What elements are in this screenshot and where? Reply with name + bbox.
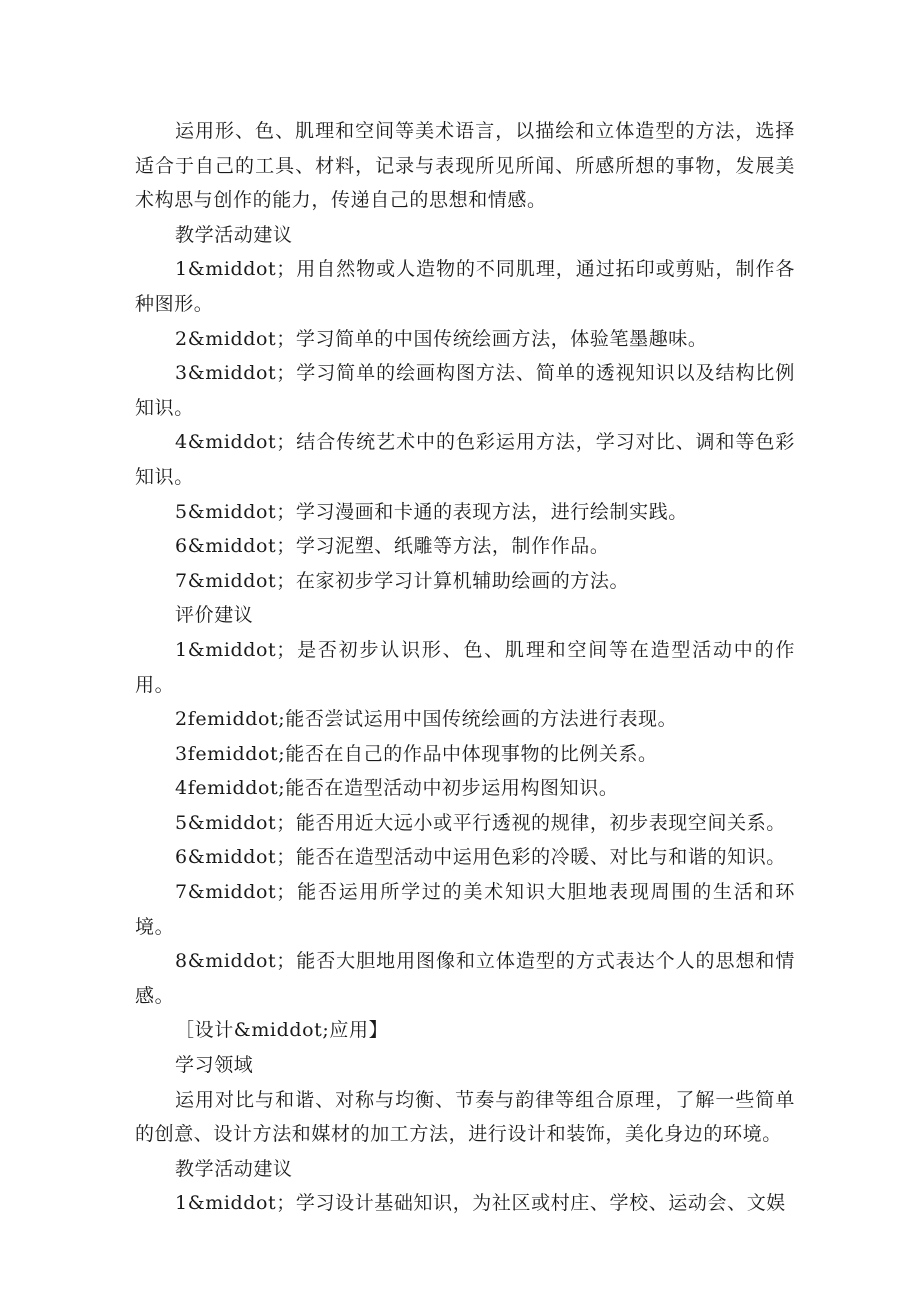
heading-learning-domain: 学习领域 xyxy=(175,1054,254,1077)
list-item: 2&middot；学习简单的中国传统绘画方法，体验笔墨趣味。 xyxy=(175,327,708,350)
list-item: 3&middot；学习简单的绘画构图方法、简单的透视知识以及结构比例知识。 xyxy=(135,362,795,419)
list-item: 6&middot；能否在造型活动中运用色彩的冷暖、对比与和谐的知识。 xyxy=(175,846,786,869)
list-item: 5&middot；能否用近大远小或平行透视的规律，初步表现空间关系。 xyxy=(175,811,786,834)
section-title-design-application: ［设计&middot;应用】 xyxy=(175,1019,389,1042)
domain-paragraph: 运用对比与和谐、对称与均衡、节奏与韵律等组合原理，了解一些简单的创意、设计方法和媒材的加工方法，进行设计和装饰，美化身边的环境。 xyxy=(135,1088,795,1146)
list-item: 4&middot；结合传统艺术中的色彩运用方法，学习对比、调和等色彩知识。 xyxy=(135,431,795,488)
heading-teaching-suggestions: 教学活动建议 xyxy=(175,223,293,246)
list-item: 2femiddot;能否尝试运用中国传统绘画的方法进行表现。 xyxy=(175,708,678,731)
list-item: 7&middot；能否运用所学过的美术知识大胆地表现周围的生活和环境。 xyxy=(135,881,795,938)
heading-evaluation-suggestions: 评价建议 xyxy=(175,604,254,627)
heading-teaching-suggestions-2: 教学活动建议 xyxy=(175,1157,293,1180)
list-item: 4femiddot;能否在造型活动中初步运用构图知识。 xyxy=(175,777,619,800)
list-item: 7&middot；在家初步学习计算机辅助绘画的方法。 xyxy=(175,569,630,592)
list-item: 1&middot；学习设计基础知识，为社区或村庄、学校、运动会、文娱 xyxy=(175,1192,786,1215)
list-item: 1&middot；是否初步认识形、色、肌理和空间等在造型活动中的作用。 xyxy=(135,638,795,696)
list-item: 1&middot；用自然物或人造物的不同肌理，通过拓印或剪贴，制作各种图形。 xyxy=(135,258,795,315)
list-item: 8&middot；能否大胆地用图像和立体造型的方式表达个人的思想和情感。 xyxy=(135,950,795,1007)
intro-paragraph: 运用形、色、肌理和空间等美术语言，以描绘和立体造型的方法，选择适合于自己的工具、材料，记录与表现所见所闻、所感所想的事物，发展美术构思与创作的能力，传递自己的思想和情感。 xyxy=(135,120,795,212)
list-item: 6&middot；学习泥塑、纸雕等方法，制作作品。 xyxy=(175,535,610,558)
list-item: 3femiddot;能否在自己的作品中体现事物的比例关系。 xyxy=(175,742,658,765)
document-body xyxy=(135,114,795,1221)
list-item: 5&middot；学习漫画和卡通的表现方法，进行绘制实践。 xyxy=(175,500,688,523)
